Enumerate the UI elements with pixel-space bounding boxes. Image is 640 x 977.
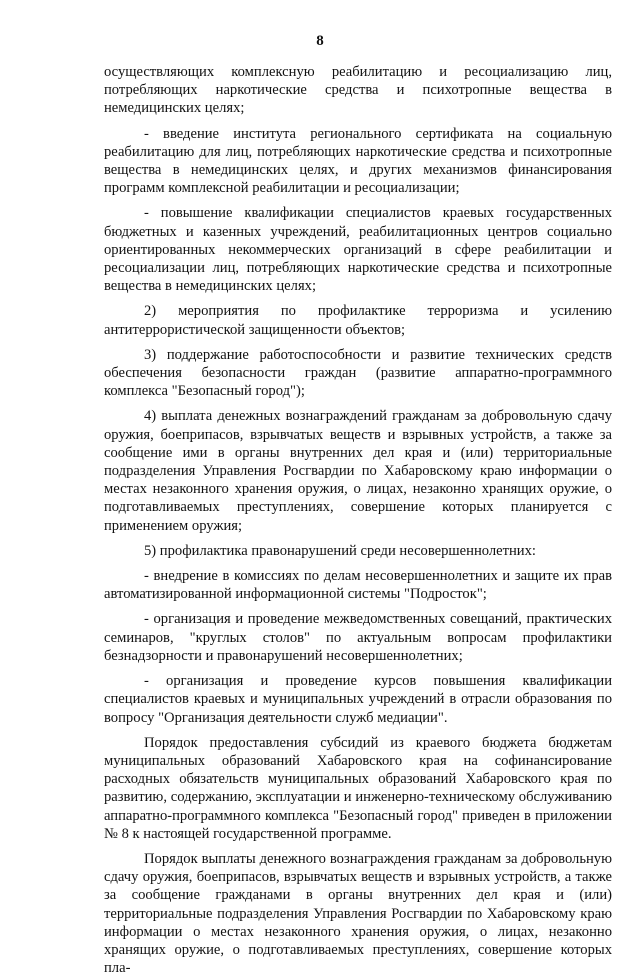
- paragraph-terrorism-prevention: 2) мероприятия по профилактике терроризма и усилению антитеррористической защищенности объектов;: [104, 303, 612, 338]
- document-body: [104, 63, 612, 977]
- paragraph-juvenile-prevention: 5) профилактика правонарушений среди несовершеннолетних:: [144, 542, 536, 559]
- paragraph-subsidies-procedure: Порядок предоставления субсидий из краевого бюджета бюджетам муниципальных образований Хабаровского края на софинансирование расходных обязательств муниципальных образований Хабаровского края по развитию, содержанию, эксплуатации и инженерно-техническому обслуживанию аппаратно-программного комплекса "Безопасный город" приведен в приложении № 8 к настоящей государственной программе.: [104, 734, 612, 842]
- paragraph-qualification-specialists: - повышение квалификации специалистов краевых государственных бюджетных и казенных учреждений, реабилитационных центров социально ориентированных некоммерческих организаций в сфере реабилитации и ресоциализации лиц, потребляющих наркотические средства и психотропные вещества в немедицинских целях;: [104, 205, 612, 295]
- paragraph-reward-payment-procedure: Порядок выплаты денежного вознаграждения гражданам за добровольную сдачу оружия, боеприпасов, взрывчатых веществ и взрывных устройств, а также за сообщение гражданами в органы внутренних дел края и (или) территориальные подразделения Управления Росгвардии по Хабаровскому краю информации о местах незаконного хранения оружия, о лицах, незаконно хранящих оружие, о подготавливаемых преступлениях, совершение которых пла-: [104, 850, 612, 977]
- paragraph-technical-means: 3) поддержание работоспособности и развитие технических средств обеспечения безопасности граждан (развитие аппаратно-программного комплекса "Безопасный город");: [104, 346, 612, 400]
- paragraph-mediation-courses: - организация и проведение курсов повышения квалификации специалистов краевых и муниципальных учреждений в отрасли образования по вопросу "Организация деятельности служб медиации".: [104, 673, 612, 726]
- paragraph-rehabilitation-continuation: осуществляющих комплексную реабилитацию и ресоциализацию лиц, потребляющих наркотические средства и психотропные вещества в немедицинских целях;: [104, 64, 612, 117]
- paragraph-weapon-rewards: 4) выплата денежных вознаграждений гражданам за добровольную сдачу оружия, боеприпасов, взрывчатых веществ и взрывных устройств, а также за сообщение ими в органы внутренних дел края и (или) территориальные подразделения Управления Росгвардии по Хабаровскому краю информации о местах незаконного хранения оружия, о лицах, незаконно хранящих оружие, о подготавливаемых преступлениях, совершение которых планируется с применением оружия;: [104, 408, 612, 534]
- paragraph-interagency-meetings: - организация и проведение межведомственных совещаний, практических семинаров, "круглых столов" по актуальным вопросам профилактики безнадзорности и правонарушений несовершеннолетних;: [104, 611, 612, 664]
- paragraph-regional-certificate: - введение института регионального сертификата на социальную реабилитацию для лиц, потребляющих наркотические средства и психотропные вещества в немедицинских целях, и других механизмов финансирования программ комплексной реабилитации и ресоциализации;: [104, 125, 612, 197]
- paragraph-podrostok-system: - внедрение в комиссиях по делам несовершеннолетних и защите их прав автоматизированной информационной системы "Подросток";: [104, 568, 612, 603]
- page-number: 8: [316, 33, 324, 49]
